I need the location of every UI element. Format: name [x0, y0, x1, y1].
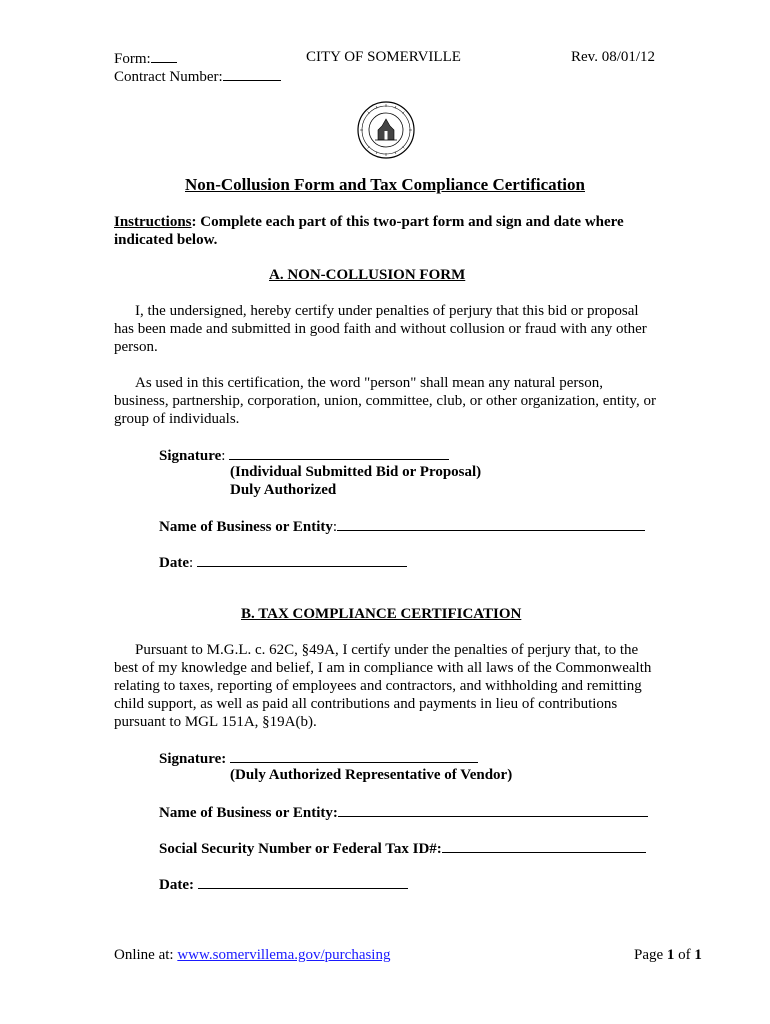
form-field — [114, 48, 177, 68]
non-collusion-paragraph-1: I, the undersigned, hereby certify under penalties of perjury that this bid or proposal has been made and submitted in good faith and without collusion or fraud with any other person. — [114, 303, 647, 355]
contract-number-line[interactable] — [223, 66, 281, 81]
signature-line-b[interactable] — [230, 748, 478, 763]
section-a-heading-text: A. NON-COLLUSION FORM — [269, 267, 466, 283]
page-total: 1 — [694, 947, 702, 963]
signature-note-authorized: Duly Authorized — [230, 482, 337, 498]
revision-date: Rev. 08/01/12 — [571, 49, 656, 65]
of-word: of — [674, 947, 695, 963]
signature-label: Signature — [159, 448, 222, 464]
page-word: Page — [634, 947, 667, 963]
document-title: Non-Collusion Form and Tax Compliance Certification — [185, 175, 585, 194]
date-label-b: Date: — [159, 877, 194, 893]
signature-note-individual: (Individual Submitted Bid or Proposal) — [230, 464, 482, 480]
online-label: Online at: — [114, 947, 178, 963]
section-a-heading — [269, 266, 465, 284]
form-number-line[interactable] — [151, 48, 177, 63]
city-name: CITY OF SOMERVILLE — [306, 49, 461, 65]
section-a-business: Name of Business or Entity: — [159, 516, 645, 536]
instructions — [114, 213, 659, 249]
date-label-a: Date — [159, 555, 189, 571]
instructions-label: Instructions — [114, 214, 192, 230]
ssn-line[interactable] — [442, 838, 646, 853]
city-seal-icon — [356, 100, 416, 160]
footer-online — [114, 946, 390, 964]
ssn-label: Social Security Number or Federal Tax ID#: — [159, 841, 442, 857]
section-b-signature — [159, 748, 478, 768]
purchasing-link[interactable]: www.somervillema.gov/purchasing — [177, 947, 391, 963]
page-number: 1 — [666, 947, 675, 963]
section-a-signature: Signature: — [159, 445, 449, 465]
business-line-b[interactable] — [338, 802, 648, 817]
page-indicator — [634, 946, 702, 964]
tax-compliance-paragraph: Pursuant to M.G.L. c. 62C, §49A, I certify under the penalties of perjury that, to the best of my knowledge and belief, I am in compliance with all laws of the Commonwealth relating to taxes, reporting of employees and contractors, and withholding and remitting child support, as well as paid all contributions and payments in lieu of contributions pursuant to MGL 151A, §19A(b). — [114, 642, 652, 730]
section-b-business — [159, 802, 648, 822]
section-b-date — [159, 874, 408, 894]
form-label: Form: — [114, 51, 151, 67]
section-b-heading: B. TAX COMPLIANCE CERTIFICATION — [241, 606, 522, 622]
date-line-b[interactable] — [198, 874, 408, 889]
signature-note-vendor: (Duly Authorized Representative of Vendor) — [230, 767, 513, 783]
signature-line-a[interactable] — [229, 445, 449, 460]
business-label-b: Name of Business or Entity: — [159, 805, 338, 821]
instructions-text: : Complete each part of this two-part form and sign and date where indicated below. — [114, 214, 624, 248]
business-label-a: Name of Business or Entity — [159, 519, 333, 535]
business-line-a[interactable] — [337, 516, 645, 531]
section-b-ssn — [159, 838, 646, 858]
non-collusion-paragraph-2: As used in this certification, the word "person" shall mean any natural person, business, partnership, corporation, union, committee, club, or other organization, entity, or group of individuals. — [114, 375, 656, 427]
contract-number-field — [114, 66, 281, 86]
date-line-a[interactable] — [197, 552, 407, 567]
section-a-date: Date: — [159, 552, 407, 572]
signature-label-b: Signature: — [159, 751, 227, 767]
contract-number-label: Contract Number: — [114, 69, 223, 85]
